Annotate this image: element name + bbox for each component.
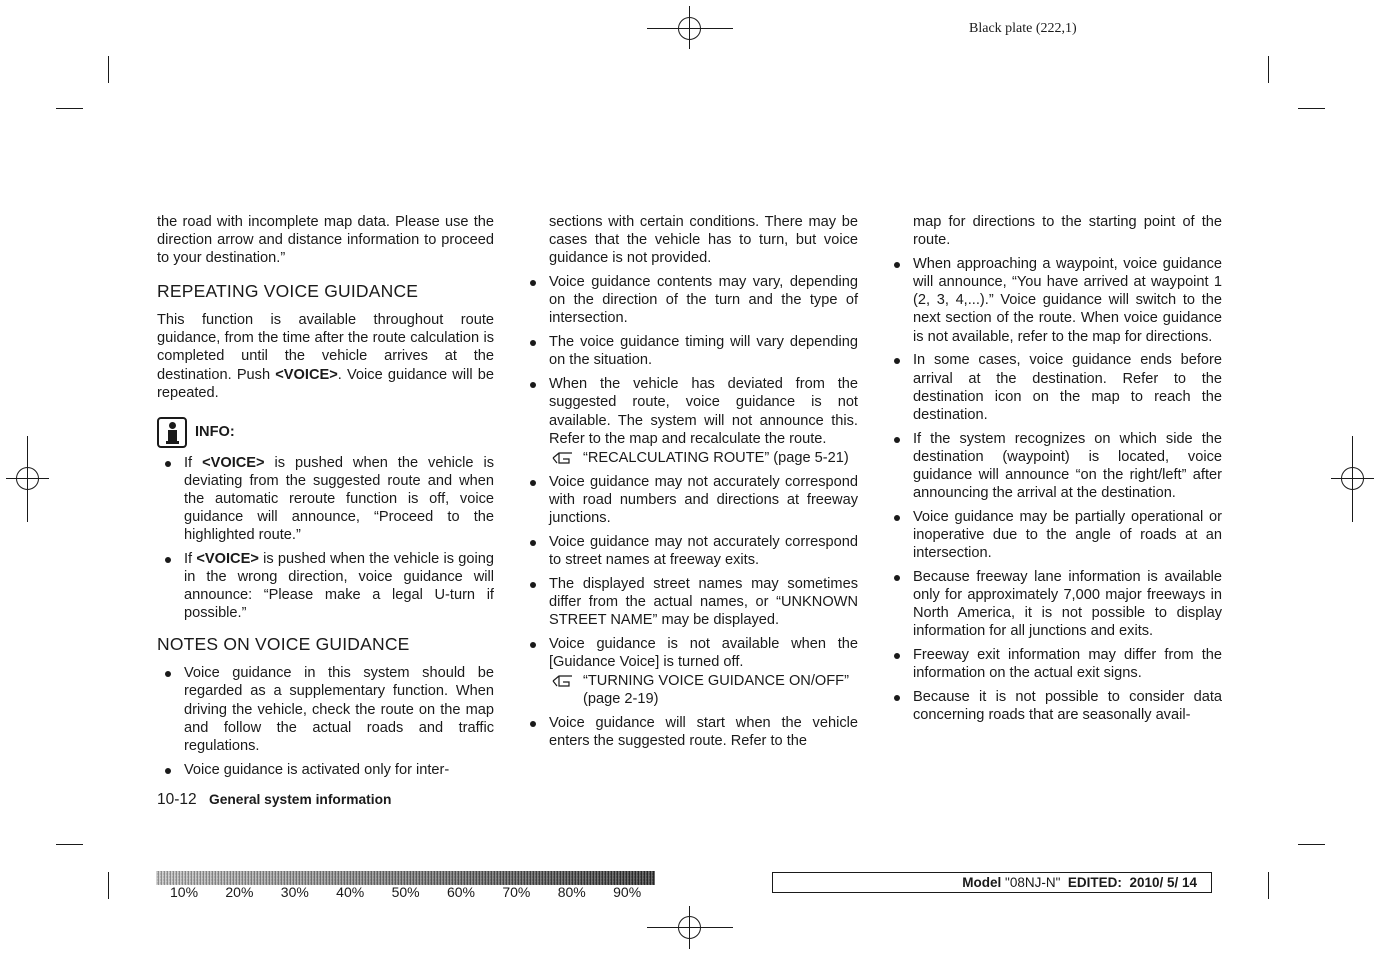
voice-key-label: <VOICE>: [196, 551, 259, 568]
notes-list: [157, 664, 494, 778]
list-item: Voice guidance may not accurately correspond with road numbers and directions at freeway junctions.: [525, 473, 858, 527]
list-item: When approaching a waypoint, voice guidance will announce, “You have arrived at waypoint 1 (2, 3, 4,...).” Voice guidance will switch to the next section of the route. When voice guidance is not available, refer to the map for directions.: [889, 255, 1222, 345]
tint-label: 10%: [170, 884, 199, 900]
tint-label: 60%: [446, 884, 475, 900]
page-footer: [157, 791, 391, 809]
heading-repeating-voice-guidance: REPEATING VOICE GUIDANCE: [157, 281, 419, 302]
tint-label: 90%: [613, 884, 642, 900]
heading-notes-voice-guidance: NOTES ON VOICE GUIDANCE: [157, 634, 410, 655]
item-text: When the vehicle has deviated from the suggested route, voice guidance is not available. The system will not announce this. Refer to the map and recalculate the route.: [549, 376, 858, 447]
tint-gradient-bar: [156, 871, 655, 885]
list-item: [525, 635, 858, 708]
page-number: 10-12: [157, 791, 197, 808]
list-item: [157, 550, 494, 622]
page-reference: [549, 672, 858, 708]
info-list: [157, 454, 494, 623]
info-header: [157, 417, 494, 448]
repeat-paragraph: [157, 311, 494, 401]
tint-label: 80%: [557, 884, 586, 900]
item-prefix: If: [184, 551, 197, 568]
repeat-text-a: This function is available throughout route guidance, from the time after the route calculation is completed until the vehicle arrives at the destination. Push: [157, 312, 494, 383]
continued-paragraph: map for directions to the starting point of the route.: [913, 214, 1222, 249]
column-3: [889, 213, 1222, 730]
repeat-text-b: . Voice guidance will be repeated.: [157, 366, 494, 401]
list-item: [157, 454, 494, 544]
list-item: Freeway exit information may differ from the information on the actual exit signs.: [889, 646, 1222, 682]
list-item: The displayed street names may sometimes differ from the actual names, or “UNKNOWN STREET NAME” may be displayed.: [525, 575, 858, 629]
item-prefix: If: [184, 454, 203, 471]
list-item: In some cases, voice guidance ends before arrival at the destination. Refer to the destination icon on the map to reach the destination.: [889, 351, 1222, 423]
list-item: The voice guidance timing will vary depending on the situation.: [525, 333, 858, 369]
list-item: Voice guidance is activated only for inter-: [157, 761, 494, 779]
list-item: Voice guidance will start when the vehicle enters the suggested route. Refer to the: [525, 714, 858, 750]
model-label: Model: [962, 875, 1002, 890]
list-item: If the system recognizes on which side the destination (waypoint) is located, voice guidance will announce “on the right/left” after announcing the arrival at the destination.: [889, 430, 1222, 502]
page-reference: [549, 449, 858, 467]
list-item: Because it is not possible to consider data concerning roads that are seasonally avail-: [889, 688, 1222, 724]
model-edit-box: [772, 872, 1212, 893]
edited-value: 2010/ 5/ 14: [1129, 875, 1197, 890]
tint-percentages: [170, 884, 669, 900]
tint-label: 70%: [502, 884, 531, 900]
column-2: [525, 213, 858, 756]
item-text: Voice guidance is not available when the [Guidance Voice] is turned off.: [549, 635, 858, 670]
item-text: is pushed when the vehicle is deviating from the suggested route and when the automatic reroute function is off, voice guidance will announce, “Proceed to the highlighted route.”: [184, 454, 494, 544]
voice-key-label: <VOICE>: [275, 366, 338, 383]
reference-text: “RECALCULATING ROUTE” (page 5-21): [583, 449, 849, 466]
list-item: [525, 375, 858, 466]
info-label: INFO:: [195, 424, 235, 441]
tint-label: 30%: [280, 884, 309, 900]
notes-list-continued: [889, 255, 1222, 724]
model-value: "08NJ-N": [1005, 875, 1061, 890]
edited-label: EDITED:: [1067, 875, 1122, 890]
plate-label: Black plate (222,1): [969, 21, 1077, 36]
list-item: Voice guidance in this system should be regarded as a supplementary function. When driving the vehicle, check the route on the map and follow the actual roads and traffic regulations.: [157, 664, 494, 754]
list-item: Voice guidance contents may vary, depending on the direction of the turn and the type of intersection.: [525, 273, 858, 327]
intro-paragraph: the road with incomplete map data. Please use the direction arrow and distance information to proceed to your destination.”: [157, 214, 494, 267]
list-item: Voice guidance may not accurately correspond to street names at freeway exits.: [525, 533, 858, 569]
column-1: [157, 213, 494, 785]
list-item: Voice guidance may be partially operational or inoperative due to the angle of roads at an intersection.: [889, 508, 1222, 562]
reference-pointer-icon: [549, 672, 583, 690]
notes-list-continued: [525, 273, 858, 750]
list-item: Because freeway lane information is available only for approximately 7,000 major freeways in North America, it is not possible to display information for all junctions and exits.: [889, 568, 1222, 640]
continued-paragraph: sections with certain conditions. There may be cases that the vehicle has to turn, but voice guidance is not provided.: [549, 214, 858, 267]
info-icon: [157, 417, 187, 448]
tint-label: 40%: [336, 884, 365, 900]
section-title: General system information: [208, 792, 392, 807]
item-text: is pushed when the vehicle is going in the wrong direction, voice guidance will announce: “Please make a legal U-turn if possible.”: [184, 551, 494, 622]
voice-key-label: <VOICE>: [202, 454, 265, 471]
tint-label: 20%: [225, 884, 254, 900]
reference-pointer-icon: [549, 449, 583, 467]
reference-text: “TURNING VOICE GUIDANCE ON/OFF” (page 2-19): [583, 672, 849, 708]
tint-label: 50%: [391, 884, 420, 900]
